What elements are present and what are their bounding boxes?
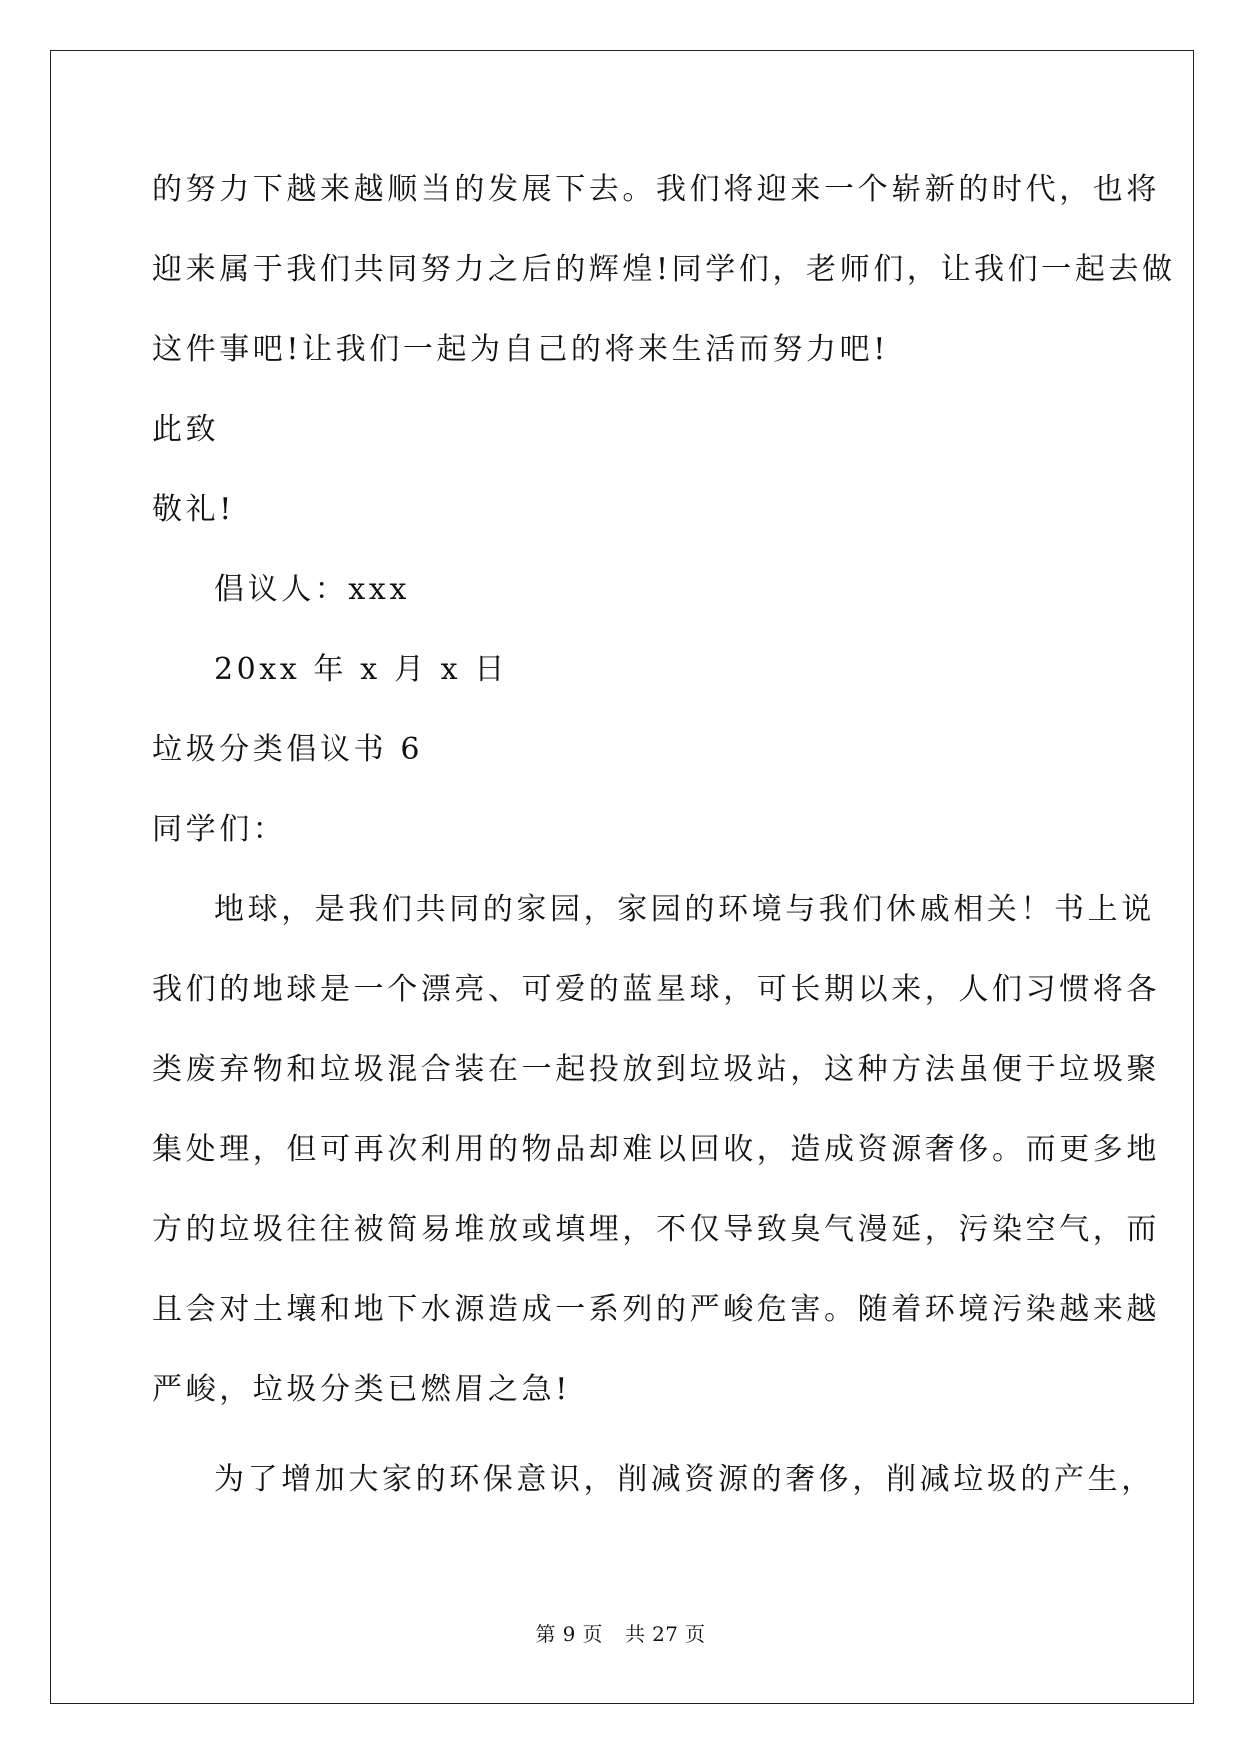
signer-line: 倡议人：xxx [214,572,410,607]
page-number-current: 第 9 页 [535,1622,603,1646]
text-line: 我们的地球是一个漂亮、可爱的蓝星球，可长期以来，人们习惯将各 [152,972,1160,1007]
text-line: 地球，是我们共同的家园，家园的环境与我们休戚相关！书上说 [214,892,1155,927]
text-line: 严峻，垃圾分类已燃眉之急! [152,1372,571,1407]
page-number-total: 共 27 页 [624,1622,706,1646]
date-line: 20xx 年 x 月 x 日 [214,652,508,687]
text-line: 方的垃圾往往被简易堆放或填埋，不仅导致臭气漫延，污染空气，而 [152,1212,1160,1247]
text-line: 的努力下越来越顺当的发展下去。我们将迎来一个崭新的时代，也将 [152,172,1160,207]
text-line: 类废弃物和垃圾混合装在一起投放到垃圾站，这种方法虽便于垃圾聚 [152,1052,1160,1087]
text-line: 为了增加大家的环保意识，削减资源的奢侈，削减垃圾的产生， [214,1462,1155,1497]
salutation: 同学们： [152,812,287,847]
text-line: 迎来属于我们共同努力之后的辉煌!同学们，老师们，让我们一起去做 [152,252,1176,287]
text-line: 这件事吧!让我们一起为自己的将来生活而努力吧! [152,332,889,367]
text-line: 且会对土壤和地下水源造成一系列的严峻危害。随着环境污染越来越 [152,1292,1160,1327]
salute-line: 敬礼! [152,492,235,527]
section-title: 垃圾分类倡议书 6 [152,732,424,767]
text-line: 集处理，但可再次利用的物品却难以回收，造成资源奢侈。而更多地 [152,1132,1160,1167]
page-border [50,50,1194,1704]
page-footer [0,1622,1241,1646]
closing-line: 此致 [152,412,220,447]
